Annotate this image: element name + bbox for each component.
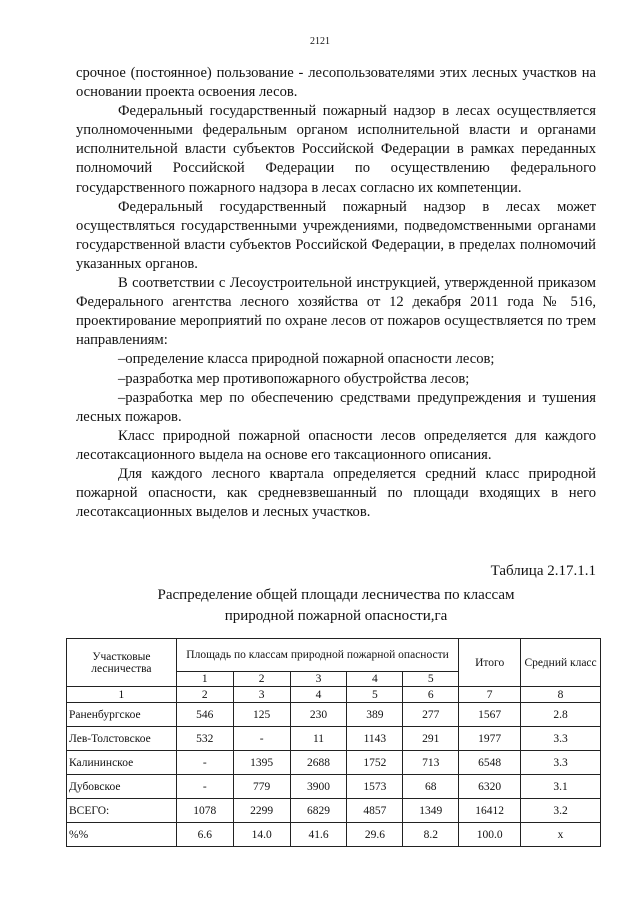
cell-class-1: 6.6 [176,823,233,847]
paragraph: срочное (постоянное) пользование - лесопользователями этих лесных участков на основании проекта освоения лесов. [76,65,596,101]
column-number: 3 [233,687,290,703]
row-name: %% [67,823,177,847]
cell-class-1: 532 [176,727,233,751]
cell-class-4: 29.6 [347,823,403,847]
cell-class-3: 230 [290,703,347,727]
column-number: 5 [347,687,403,703]
cell-class-5: 713 [403,751,459,775]
cell-class-5: 277 [403,703,459,727]
cell-class-5: 291 [403,727,459,751]
list-item: –разработка мер противопожарного обустройства лесов; [118,370,470,387]
table-row [67,703,601,727]
header-area: Площадь по классам природной пожарной опасности [176,639,458,672]
header-class: 4 [347,672,403,687]
column-number: 1 [67,687,177,703]
cell-average: x [521,823,601,847]
cell-class-2: - [233,727,290,751]
cell-class-2: 125 [233,703,290,727]
fire-hazard-table [66,638,601,847]
cell-class-3: 41.6 [290,823,347,847]
cell-class-4: 1752 [347,751,403,775]
cell-class-1: - [176,775,233,799]
paragraph: Класс природной пожарной опасности лесов определяется для каждого лесотаксационного выдела на основе его таксационного описания. [76,427,596,463]
table-row-total [67,799,601,823]
cell-total: 6548 [459,751,521,775]
cell-class-3: 2688 [290,751,347,775]
cell-class-4: 4857 [347,799,403,823]
cell-total: 100.0 [459,823,521,847]
cell-class-3: 3900 [290,775,347,799]
cell-class-5: 1349 [403,799,459,823]
header-total: Итого [459,639,521,687]
table-row-percent [67,823,601,847]
row-name: ВСЕГО: [67,799,177,823]
cell-class-2: 779 [233,775,290,799]
page-number: 2121 [310,36,330,47]
list-item: –разработка мер по обеспечению средствами предупреждения и тушения лесных пожаров. [76,389,596,425]
paragraph: Для каждого лесного квартала определяется средний класс природной пожарной опасности, как средневзвешанный по площади входящих в него лесотаксационных выделов и лесных участков. [76,465,596,521]
cell-average: 3.2 [521,799,601,823]
cell-average: 3.1 [521,775,601,799]
cell-average: 3.3 [521,751,601,775]
header-average-class: Средний класс [521,639,601,687]
paragraph: В соответствии с Лесоустроительной инструкцией, утвержденной приказом Федерального агентства лесного хозяйства от 12 декабря 2011 года № 516, проектирование мероприятий по охране лесов от пожаров осуществляется по трем направлениям: [76,275,596,349]
cell-class-4: 389 [347,703,403,727]
header-class: 2 [233,672,290,687]
cell-class-5: 68 [403,775,459,799]
cell-class-1: - [176,751,233,775]
body-text [76,64,596,522]
cell-average: 2.8 [521,703,601,727]
header-class: 3 [290,672,347,687]
table-row [67,751,601,775]
table-label: Таблица 2.17.1.1 [490,563,596,579]
header-class: 1 [176,672,233,687]
column-number-row [67,687,601,703]
table-row [67,727,601,751]
table-caption-line: природной пожарной опасности,га [224,608,448,624]
column-number: 7 [459,687,521,703]
cell-class-2: 1395 [233,751,290,775]
column-number: 8 [521,687,601,703]
cell-class-1: 546 [176,703,233,727]
table-caption [76,585,596,627]
column-number: 2 [176,687,233,703]
table-row [67,775,601,799]
column-number: 6 [403,687,459,703]
cell-class-3: 6829 [290,799,347,823]
cell-class-5: 8.2 [403,823,459,847]
row-name: Раненбургское [67,703,177,727]
row-name: Дубовское [67,775,177,799]
cell-class-4: 1573 [347,775,403,799]
row-name: Лев-Толстовское [67,727,177,751]
cell-average: 3.3 [521,727,601,751]
cell-class-1: 1078 [176,799,233,823]
cell-class-3: 11 [290,727,347,751]
list-item: –определение класса природной пожарной опасности лесов; [118,351,495,368]
header-district: Участковые лесничества [67,639,177,687]
header-class: 5 [403,672,459,687]
paragraph: Федеральный государственный пожарный надзор в лесах может осуществляться государственными учреждениями, подведомственными органами государственной власти субъектов Российской Федерации, в пределах полномочий указанных органов. [76,198,596,272]
cell-class-4: 1143 [347,727,403,751]
column-number: 4 [290,687,347,703]
cell-total: 16412 [459,799,521,823]
cell-total: 1567 [459,703,521,727]
cell-class-2: 14.0 [233,823,290,847]
cell-total: 6320 [459,775,521,799]
row-name: Калининское [67,751,177,775]
cell-total: 1977 [459,727,521,751]
cell-class-2: 2299 [233,799,290,823]
table-caption-line: Распределение общей площади лесничества по классам [157,587,515,603]
table-header-row [67,639,601,672]
paragraph: Федеральный государственный пожарный надзор в лесах осуществляется уполномоченными федеральным органом исполнительной власти и органами исполнительной власти субъектов Российской Федерации в рамках переданных полномочий Российской Федерации по осуществлению федерального государственного пожарного надзора в лесах согласно их компетенции. [76,103,596,196]
